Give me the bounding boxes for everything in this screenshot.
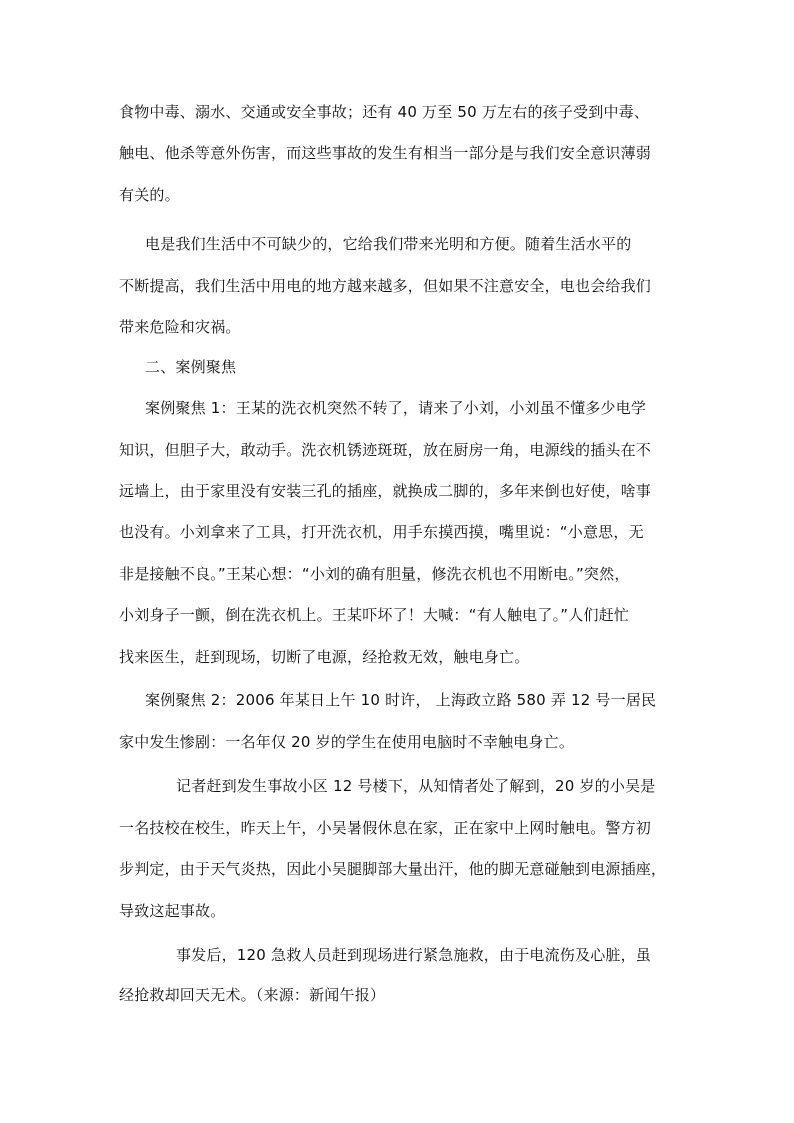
text-line: 远墙上，由于家里没有安装三孔的插座，就换成二脚的，多年来倒也好使，啥事 (119, 482, 652, 500)
text-line: 知识，但胆子大，敢动手。洗衣机锈迹斑斑，放在厨房一角，电源线的插头在不 (119, 441, 652, 459)
text-line: 经抢救却回天无术。（来源：新闻午报） (119, 986, 386, 1004)
text-line: 记者赶到发生事故小区 12 号楼下，从知情者处了解到，20 岁的小吴是 (176, 777, 656, 795)
text-line: 导致这起事故。 (119, 902, 226, 920)
section-heading: 二、案例聚焦 (145, 358, 237, 376)
text-line: 带来危险和灾祸。 (119, 318, 241, 336)
text-line: 电是我们生活中不可缺少的，它给我们带来光明和方便。随着生活水平的 (145, 235, 632, 253)
text-line: 有关的。 (119, 186, 180, 204)
text-line: 非是接触不良。”王某心想：“小刘的确有胆量，修洗衣机也不用断电。”突然， (119, 565, 630, 583)
text-line: 找来医生，赶到现场，切断了电源，经抢救无效，触电身亡。 (119, 648, 530, 666)
text-line: 也没有。小刘拿来了工具，打开洗衣机，用手东摸西摸，嘴里说：“小意思，无 (119, 523, 644, 541)
text-line: 家中发生惨剧：一名年仅 20 岁的学生在使用电脑时不幸触电身亡。 (119, 733, 575, 751)
text-line: 步判定，由于天气炎热，因此小吴腿脚部大量出汗，他的脚无意碰触到电源插座， (119, 860, 667, 878)
text-line: 案例聚焦 2：2006 年某日上午 10 时许， 上海政立路 580 弄 12 号一居民 (145, 691, 657, 709)
text-line: 事发后，120 急救人员赶到现场进行紧急施救，由于电流伤及心脏，虽 (176, 946, 652, 964)
text-line: 不断提高，我们生活中用电的地方越来越多，但如果不注意安全，电也会给我们 (119, 277, 652, 295)
text-line: 小刘身子一颤，倒在洗衣机上。王某吓坏了！大喊：“有人触电了。”人们赶忙 (119, 606, 630, 624)
text-line: 食物中毒、溺水、交通或安全事故；还有 40 万至 50 万左右的孩子受到中毒、 (119, 103, 650, 121)
text-line: 案例聚焦 1：王某的洗衣机突然不转了，请来了小刘，小刘虽不懂多少电学 (145, 399, 647, 417)
text-line: 一名技校在校生，昨天上午，小吴暑假休息在家，正在家中上网时触电。警方初 (119, 819, 652, 837)
text-line: 触电、他杀等意外伤害，而这些事故的发生有相当一部分是与我们安全意识薄弱 (119, 144, 652, 162)
